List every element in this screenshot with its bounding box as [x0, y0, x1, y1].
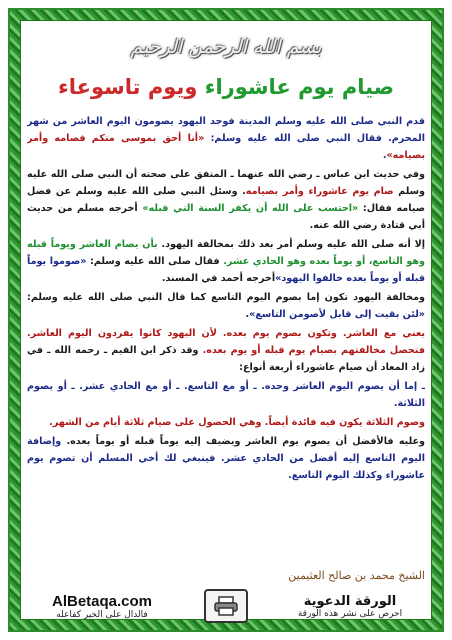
paragraph-5: [27, 325, 425, 376]
basmala-text: بسم الله الرحمن الرحيم: [130, 36, 322, 58]
p4-end: .: [245, 309, 250, 320]
footer-site-block: [27, 593, 177, 620]
p3-mid: فقال صلى الله عليه وسلم:: [89, 256, 220, 267]
p5-b: وقد ذكر ابن القيم ـ رحمه الله ـ في زاد المعاد أن صيام عاشوراء أربعة أنواع:: [27, 345, 425, 373]
paragraph-7: [27, 414, 425, 431]
p5-text: يعني مع العاشر. وتكون بصوم يوم بعده. لأن اليهود كانوا يفردون اليوم العاشر. فتحصل مخالفتهم بصيام يوم قبله أو يوم بعده.: [27, 328, 425, 356]
p8-start: وعليه فالأفضل أن يصوم يوم العاشر ويضيف إليه يوماً قبله أو يوماً بعده.: [66, 436, 425, 447]
paragraph-6: [27, 378, 425, 412]
p1-text: قدم النبي صلى الله عليه وسلم المدينة فوجد اليهود يصومون اليوم العاشر من شهر المحرم. فقال النبي صلى الله عليه وسلم:: [27, 116, 425, 144]
printer-icon: [204, 589, 248, 623]
paragraph-1: [27, 113, 425, 164]
author-signature: الشيخ محمد بن صالح العثيمين: [288, 569, 425, 582]
p4-start: ومخالفة اليهود تكون إما بصوم اليوم التاسع كما قال النبي صلى الله عليه وسلم:: [27, 292, 425, 303]
paragraph-3: [27, 236, 425, 287]
basmala-calligraphy: [21, 25, 431, 69]
p1-quote: «أنا أحق بموسى منكم فصامه وأمر بصيامه»: [27, 133, 425, 161]
site-link[interactable]: AlBetaqa.com: [51, 592, 153, 610]
paragraph-2: [27, 166, 425, 234]
p2-quote: «احتسب على الله أن يكفر السنة التي قبله»: [142, 203, 359, 214]
p8-end: وإضافة اليوم التاسع إليه أفضل من الحادي عشر. فينبغي لك أخي المسلم أن تصوم يوم عاشوراء وكذلك اليوم التاسع.: [27, 436, 425, 481]
title-part-2: ويوم تاسوعاء: [58, 75, 198, 99]
article-body: [27, 113, 425, 563]
p7-text: وصوم الثلاثة يكون فيه فائدة أيضاً. وهي الحصول على صيام ثلاثة أيام من الشهر.: [49, 417, 425, 428]
paragraph-4: [27, 289, 425, 323]
site-tagline: فالدال على الخير كفاعله: [56, 609, 148, 620]
p2-end: أخرجه مسلم من حديث أبي قتادة رضي الله عنه.: [27, 203, 425, 231]
p2-mid: . وسئل النبي صلى الله عليه وسلم عن فضل صيامه فقال:: [27, 186, 425, 214]
paragraph-8: [27, 433, 425, 484]
footer-brand-block: [275, 594, 425, 619]
footer: [27, 587, 425, 625]
p3-green: بأن يصام العاشر ويوماً قبله وهو التاسع، أو يوماً بعده وهو الحادي عشر.: [27, 239, 425, 267]
p4-quote: «لئن بقيت إلى قابل لأصومن التاسع»: [249, 309, 425, 320]
brand-name: الورقة الدعوية: [303, 593, 397, 609]
p2-start: وفي حديث ابن عباس ـ رضي الله عنهما ـ المتفق على صحته أن النبي صلى الله عليه وسلم: [27, 169, 425, 197]
p3-end: أخرجه أحمد في المسند.: [161, 273, 276, 284]
content-area: [20, 20, 432, 620]
brand-tagline: احرص على نشر هذه الورقة: [297, 608, 403, 619]
p1-end: .: [382, 150, 387, 161]
p2-highlight: صام يوم عاشوراء وأمر بصيامه: [245, 186, 394, 197]
p6-text: ـ إما أن يصوم اليوم العاشر وحده. ـ أو مع التاسع. ـ أو مع الحادي عشر. ـ أو يصوم الثلاثة.: [27, 381, 425, 409]
p3-quote: «صوموا يوماً قبله أو يوماً بعده خالفوا اليهود»: [27, 256, 425, 284]
p3-start: إلا أنه صلى الله عليه وسلم أمر بعد ذلك بمخالفة اليهود.: [161, 239, 425, 250]
page-title: [27, 75, 425, 109]
page-frame: [8, 8, 444, 632]
title-part-1: صيام يوم عاشوراء: [204, 75, 394, 99]
